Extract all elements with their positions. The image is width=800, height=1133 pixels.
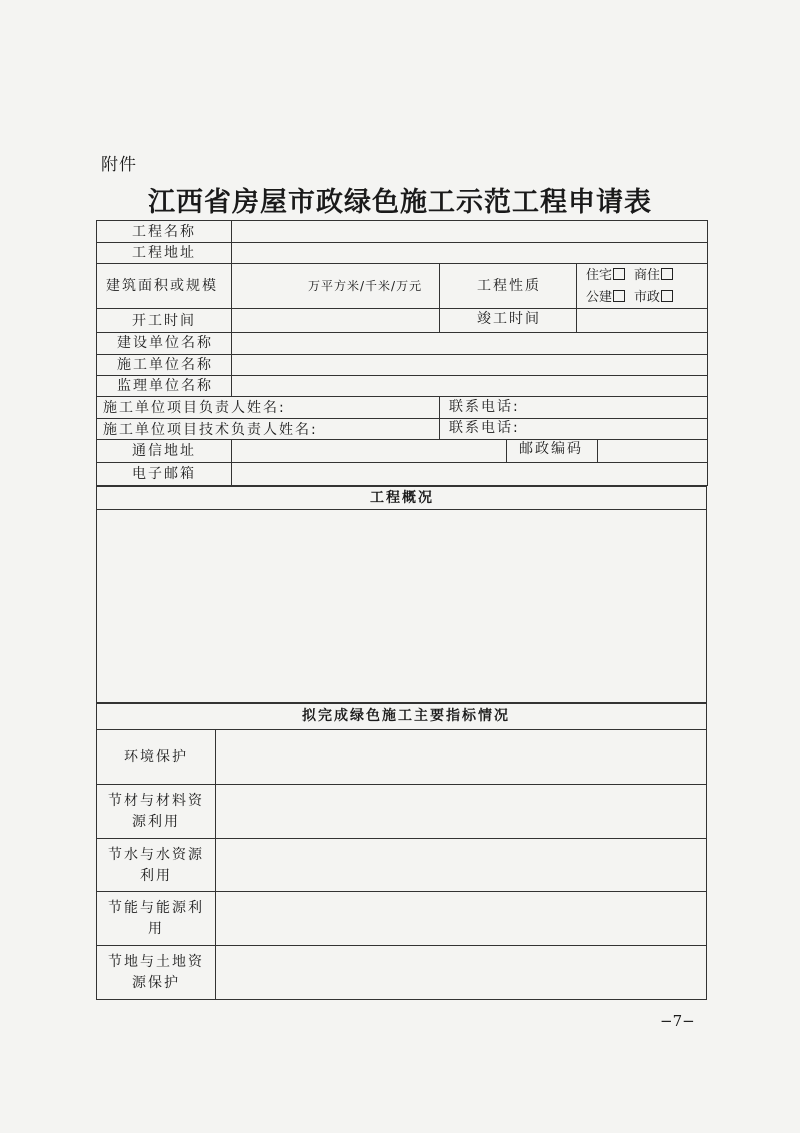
- nature-option-municipal[interactable]: [634, 286, 674, 306]
- tech-name-label: 施工单位项目技术负责人姓名:: [103, 422, 318, 438]
- postal-code-field[interactable]: [598, 440, 707, 461]
- start-time-label: 开工时间: [132, 313, 196, 329]
- nature-option-public-label: 公建: [586, 290, 613, 305]
- project-address-label: 工程地址: [132, 245, 196, 261]
- indicator-label-land: 节地与土地资源保护: [108, 954, 204, 991]
- col-divider: [439, 263, 440, 332]
- indicator-label-environment: 环境保护: [124, 749, 188, 765]
- checkbox-icon: [661, 268, 673, 280]
- completion-time-field[interactable]: [577, 309, 707, 331]
- nature-label: 工程性质: [477, 278, 541, 294]
- indicators-header: 拟完成绿色施工主要指标情况: [302, 708, 510, 724]
- indicator-label-materials: 节材与材料资源利用: [108, 793, 204, 830]
- nature-option-residential-label: 住宅: [586, 268, 613, 283]
- completion-time-label: 竣工时间: [477, 311, 541, 327]
- pm-name-label: 施工单位项目负责人姓名:: [103, 400, 286, 416]
- indicator-label-water: 节水与水资源利用: [108, 847, 204, 884]
- indicator-field-land[interactable]: [216, 946, 706, 999]
- area-units: 万平方米/千米/万元: [308, 279, 423, 293]
- developer-field[interactable]: [232, 333, 707, 353]
- tech-phone-field[interactable]: [530, 419, 707, 438]
- attachment-label: 附件: [101, 155, 137, 175]
- area-label: 建筑面积或规模: [106, 278, 218, 294]
- project-address-field[interactable]: [232, 243, 707, 262]
- start-time-field[interactable]: [232, 309, 438, 331]
- postal-code-label: 邮政编码: [519, 441, 583, 457]
- mail-address-label: 通信地址: [132, 443, 196, 459]
- project-overview-field[interactable]: [97, 510, 706, 702]
- indicator-field-environment[interactable]: [216, 730, 706, 783]
- indicator-label-energy: 节能与能源利用: [108, 900, 204, 937]
- project-overview-header: 工程概况: [370, 490, 434, 506]
- project-name-label: 工程名称: [132, 224, 196, 240]
- checkbox-icon: [613, 268, 625, 280]
- mail-address-field[interactable]: [232, 440, 505, 461]
- col-divider: [439, 396, 440, 439]
- checkbox-icon: [661, 290, 673, 302]
- developer-label: 建设单位名称: [117, 335, 213, 351]
- nature-option-public[interactable]: [586, 286, 626, 306]
- form-title: 江西省房屋市政绿色施工示范工程申请表: [148, 187, 652, 218]
- contractor-field[interactable]: [232, 355, 707, 374]
- col-divider: [506, 439, 507, 462]
- pm-name-field[interactable]: [290, 397, 438, 417]
- email-label: 电子邮箱: [132, 466, 196, 482]
- tech-phone-label: 联系电话:: [449, 420, 520, 436]
- pm-phone-field[interactable]: [530, 397, 707, 417]
- nature-option-residential[interactable]: [586, 264, 626, 284]
- pm-phone-label: 联系电话:: [449, 399, 520, 415]
- supervisor-field[interactable]: [232, 376, 707, 395]
- tech-name-field[interactable]: [320, 419, 438, 438]
- project-name-field[interactable]: [232, 221, 707, 241]
- supervisor-label: 监理单位名称: [117, 378, 213, 394]
- indicator-field-materials[interactable]: [216, 785, 706, 837]
- page-number: −7−: [660, 1012, 695, 1030]
- indicator-field-water[interactable]: [216, 839, 706, 890]
- indicator-field-energy[interactable]: [216, 892, 706, 944]
- nature-option-commercial-residential[interactable]: [634, 264, 674, 284]
- nature-option-municipal-label: 市政: [634, 290, 661, 305]
- email-field[interactable]: [232, 463, 707, 485]
- checkbox-icon: [613, 290, 625, 302]
- nature-option-commercial-residential-label: 商住: [634, 268, 661, 283]
- contractor-label: 施工单位名称: [117, 357, 213, 373]
